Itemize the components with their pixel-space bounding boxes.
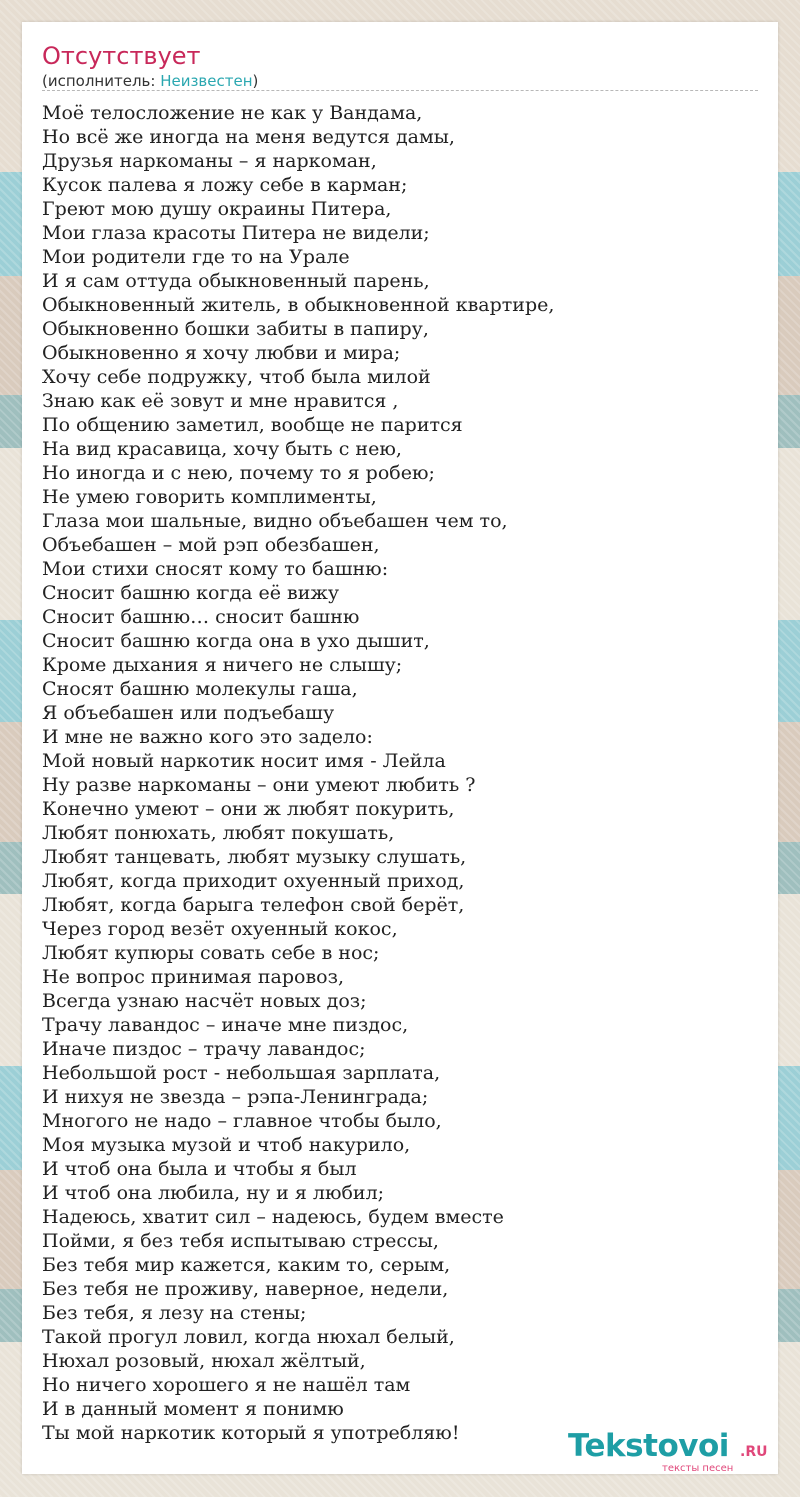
lyric-line: Надеюсь, хватит сил – надеюсь, будем вместе <box>42 1206 504 1228</box>
lyric-line: И нихуя не звезда – рэпа-Ленинграда; <box>42 1086 429 1108</box>
lyric-line: Обыкновенный житель, в обыкновенной квартире, <box>42 294 555 316</box>
lyric-line: Многого не надо – главное чтобы было, <box>42 1110 442 1132</box>
lyric-line: Мои родители где то на Урале <box>42 246 350 268</box>
lyric-line: Ты мой наркотик который я употребляю! <box>42 1422 460 1444</box>
title-divider <box>42 90 758 91</box>
lyric-line: Хочу себе подружку, чтоб была милой <box>42 366 431 388</box>
lyric-line: Мои глаза красоты Питера не видели; <box>42 222 430 244</box>
lyric-line: Я объебашен или подъебашу <box>42 702 335 724</box>
song-title: Отсутствует <box>42 42 201 70</box>
logo-tld: .RU <box>740 1444 768 1460</box>
lyric-line: Иначе пиздос – трачу лавандос; <box>42 1038 366 1060</box>
lyric-line: Трачу лавандос – иначе мне пиздос, <box>42 1014 409 1036</box>
lyric-line: Но всё же иногда на меня ведутся дамы, <box>42 126 455 148</box>
lyric-line: Но ничего хорошего я не нашёл там <box>42 1374 411 1396</box>
lyric-line: Нюхал розовый, нюхал жёлтый, <box>42 1350 366 1372</box>
lyrics-text <box>42 101 758 1445</box>
lyric-line: Моя музыка музой и чтоб накурило, <box>42 1134 411 1156</box>
lyric-line: Любят понюхать, любят покушать, <box>42 822 395 844</box>
lyric-line: Сносят башню молекулы гаша, <box>42 678 358 700</box>
lyric-line: Обыкновенно я хочу любви и мира; <box>42 342 401 364</box>
lyric-line: Небольшой рост - небольшая зарплата, <box>42 1062 441 1084</box>
lyric-line: Друзья наркоманы – я наркоман, <box>42 150 377 172</box>
lyric-line: И в данный момент я понимю <box>42 1398 344 1420</box>
artist-prefix: (исполнитель: <box>42 72 161 90</box>
lyric-line: Конечно умеют – они ж любят покурить, <box>42 798 455 820</box>
artist-suffix: ) <box>252 72 259 90</box>
lyric-line: Всегда узнаю насчёт новых доз; <box>42 990 367 1012</box>
artist-link[interactable]: Неизвестен <box>160 72 253 90</box>
lyric-line: На вид красавица, хочу быть с нею, <box>42 438 402 460</box>
lyric-line: Ну разве наркоманы – они умеют любить ? <box>42 774 476 796</box>
lyric-line: Сносит башню когда она в ухо дышит, <box>42 630 430 652</box>
site-logo[interactable] <box>568 1428 773 1474</box>
lyric-line: Без тебя, я лезу на стены; <box>42 1302 307 1324</box>
lyric-line: Без тебя не проживу, наверное, недели, <box>42 1278 449 1300</box>
lyric-line: Любят купюры совать себе в нос; <box>42 942 380 964</box>
lyric-line: Пойми, я без тебя испытываю стрессы, <box>42 1230 439 1252</box>
lyric-line: Мой новый наркотик носит имя - Лейла <box>42 750 446 772</box>
lyric-line: Без тебя мир кажется, каким то, серым, <box>42 1254 451 1276</box>
lyric-line: Глаза мои шальные, видно объебашен чем то, <box>42 510 508 532</box>
lyric-line: Знаю как её зовут и мне нравится , <box>42 390 399 412</box>
lyric-line: По общению заметил, вообще не парится <box>42 414 463 436</box>
lyric-line: И я сам оттуда обыкновенный парень, <box>42 270 430 292</box>
lyric-line: Мои стихи сносят кому то башню: <box>42 558 389 580</box>
lyric-line: Любят, когда барыга телефон свой берёт, <box>42 894 465 916</box>
lyric-line: Не умею говорить комплименты, <box>42 486 377 508</box>
lyric-line: Греют мою душу окраины Питера, <box>42 198 392 220</box>
logo-tagline: тексты песен <box>662 1463 734 1474</box>
lyric-line: Но иногда и с нею, почему то я робею; <box>42 462 435 484</box>
lyric-line: Такой прогул ловил, когда нюхал белый, <box>42 1326 455 1348</box>
lyrics-card <box>22 22 778 1474</box>
lyric-line: Любят, когда приходит охуенный приход, <box>42 870 465 892</box>
logo-wordmark: Tekstovoi <box>568 1428 729 1464</box>
artist-line <box>42 71 258 91</box>
lyric-line: И чтоб она любила, ну и я любил; <box>42 1182 385 1204</box>
lyric-line: Через город везёт охуенный кокос, <box>42 918 398 940</box>
lyric-line: Обыкновенно бошки забиты в папиру, <box>42 318 429 340</box>
lyric-line: Сносит башню… сносит башню <box>42 606 360 628</box>
lyric-line: Не вопрос принимая паровоз, <box>42 966 345 988</box>
lyric-line: Сносит башню когда её вижу <box>42 582 340 604</box>
lyric-line: Объебашен – мой рэп обезбашен, <box>42 534 380 556</box>
lyric-line: Кроме дыхания я ничего не слышу; <box>42 654 403 676</box>
lyric-line: Кусок палева я ложу себе в карман; <box>42 174 408 196</box>
lyric-line: Любят танцевать, любят музыку слушать, <box>42 846 467 868</box>
lyric-line: И мне не важно кого это задело: <box>42 726 373 748</box>
lyric-line: И чтоб она была и чтобы я был <box>42 1158 357 1180</box>
lyric-line: Моё телосложение не как у Вандама, <box>42 102 423 124</box>
